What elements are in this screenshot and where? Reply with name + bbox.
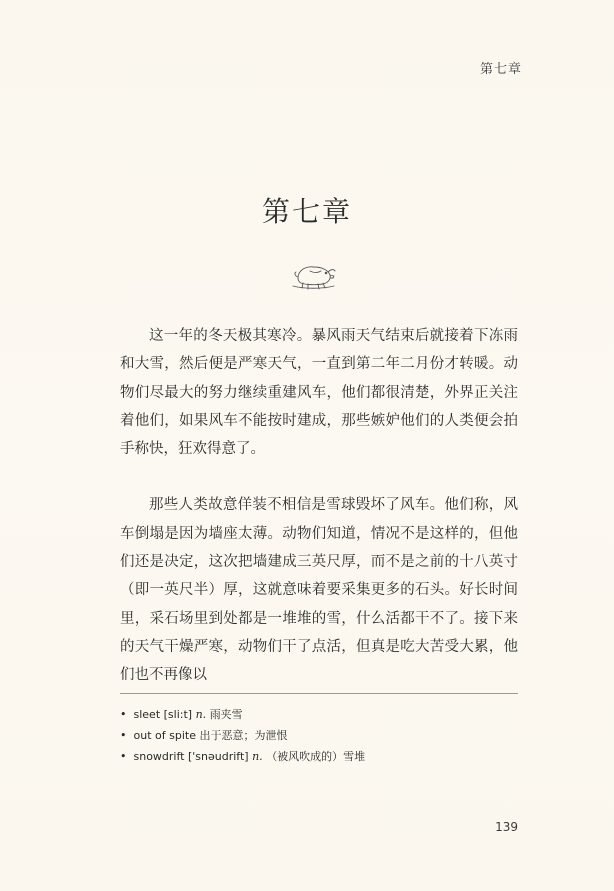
paragraph-1: 这一年的冬天极其寒冷。暴风雨天气结束后就接着下冻雨和大雪，然后便是严寒天气，一直到第二年二月份才转暖。动物们尽最大的努力继续重建风车，他们都很清楚，外界正关注着他们，如果风车不能按时建成，那些嫉妒他们的人类便会拍手称快，狂欢得意了。 [120,328,518,458]
chapter-title: 第七章 [261,195,352,228]
footnote-item: • out of spite 出于恶意；为泄恨 [120,729,288,742]
footnote-divider [120,693,518,694]
footnotes [120,704,518,767]
footnote-item: • snowdrift ['snəudrift] n. （被风吹成的）雪堆 [120,750,366,763]
footnote-item: • sleet [sli:t] n. 雨夹雪 [120,708,243,721]
running-head: 第七章 [479,62,522,77]
body-text [120,322,518,690]
paragraph-2: 那些人类故意佯装不相信是雪球毁坏了风车。他们称，风车倒塌是因为墙座太薄。动物们知道，情况不是这样的，但他们还是决定，这次把墙建成三英尺厚，而不是之前的十八英寸（即一英尺半）厚，这就意味着要采集更多的石头。好长时间里，采石场里到处都是一堆堆的雪，什么活都干不了。接下来的天气干燥严寒，动物们干了点活，但真是吃大苦受大累，他们也不再像以 [120,497,518,684]
pig-sketch-icon [290,258,338,292]
page-number: 139 [495,820,518,834]
